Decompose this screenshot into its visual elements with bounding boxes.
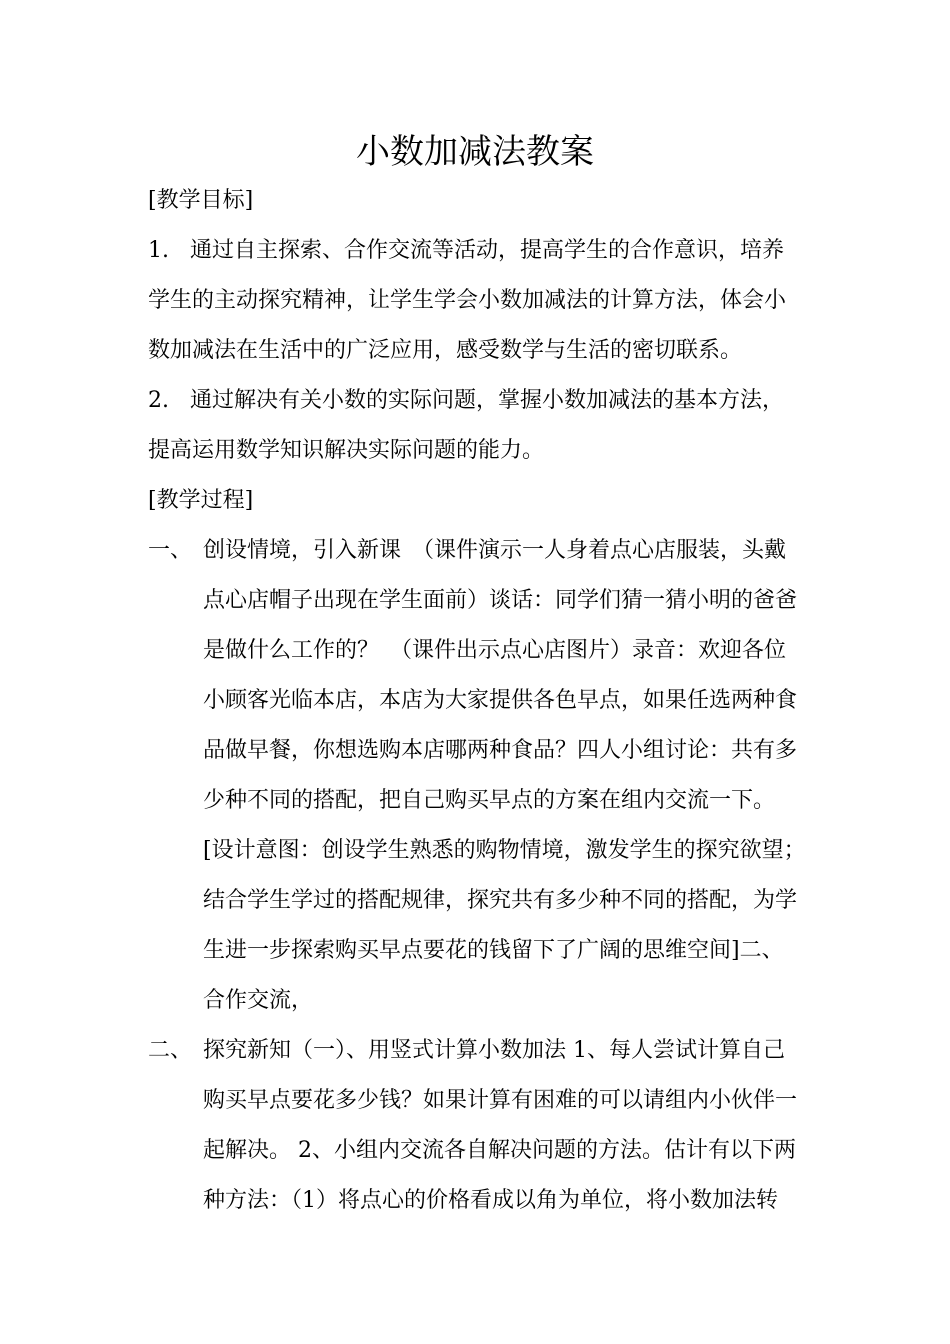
objective-2-line-1: 通过解决有关小数的实际问题，掌握小数加减法的基本方法， [190,388,785,413]
process-1-line-1: 创设情境，引入新课 （课件演示一人身着点心店服装，头戴 [203,538,787,563]
objective-2-number: 2. [148,388,169,413]
process-2-line-4: 种方法：（1）将点心的价格看成以角为单位，将小数加法转 [203,1188,778,1213]
process-1-line-6: 少种不同的搭配，把自己购买早点的方案在组内交流一下。 [203,788,776,813]
process-2-number: 二、 [148,1038,193,1063]
objective-1-number: 1. [148,238,169,263]
objective-1-line-1: 通过自主探索、合作交流等活动，提高学生的合作意识，培养 [190,238,785,263]
document-title: 小数加减法教案 [356,132,594,172]
process-1-line-9: 生进一步探索购买早点要花的钱留下了广阔的思维空间]二、 [203,938,784,963]
process-2-line-2: 购买早点要花多少钱？如果计算有困难的可以请组内小伙伴一 [203,1088,798,1113]
section-heading-objectives: [教学目标] [148,188,254,213]
process-1-line-10: 合作交流， [203,988,314,1013]
process-1-line-8: 结合学生学过的搭配规律，探究共有多少种不同的搭配，为学 [203,888,798,913]
objective-1-line-2: 学生的主动探究精神，让学生学会小数加减法的计算方法，体会小 [148,288,787,313]
process-2-line-1: 探究新知（一）、用竖式计算小数加法 1、每人尝试计算自己 [203,1038,785,1063]
process-1-line-2: 点心店帽子出现在学生面前）谈话：同学们猜一猜小明的爸爸 [203,588,798,613]
section-heading-process: [教学过程] [148,488,254,513]
process-1-line-7: [设计意图：创设学生熟悉的购物情境，激发学生的探究欲望； [203,838,806,863]
process-1-line-4: 小顾客光临本店，本店为大家提供各色早点，如果任选两种食 [203,688,798,713]
process-1-line-5: 品做早餐，你想选购本店哪两种食品？四人小组讨论：共有多 [203,738,798,763]
process-1-line-3: 是做什么工作的？ （课件出示点心店图片）录音：欢迎各位 [203,638,787,663]
objective-1-line-3: 数加减法在生活中的广泛应用，感受数学与生活的密切联系。 [148,338,743,363]
process-2-line-3: 起解决。 2、小组内交流各自解决问题的方法。估计有以下两 [203,1138,796,1163]
objective-2-line-2: 提高运用数学知识解决实际问题的能力。 [148,438,545,463]
process-1-number: 一、 [148,538,193,563]
